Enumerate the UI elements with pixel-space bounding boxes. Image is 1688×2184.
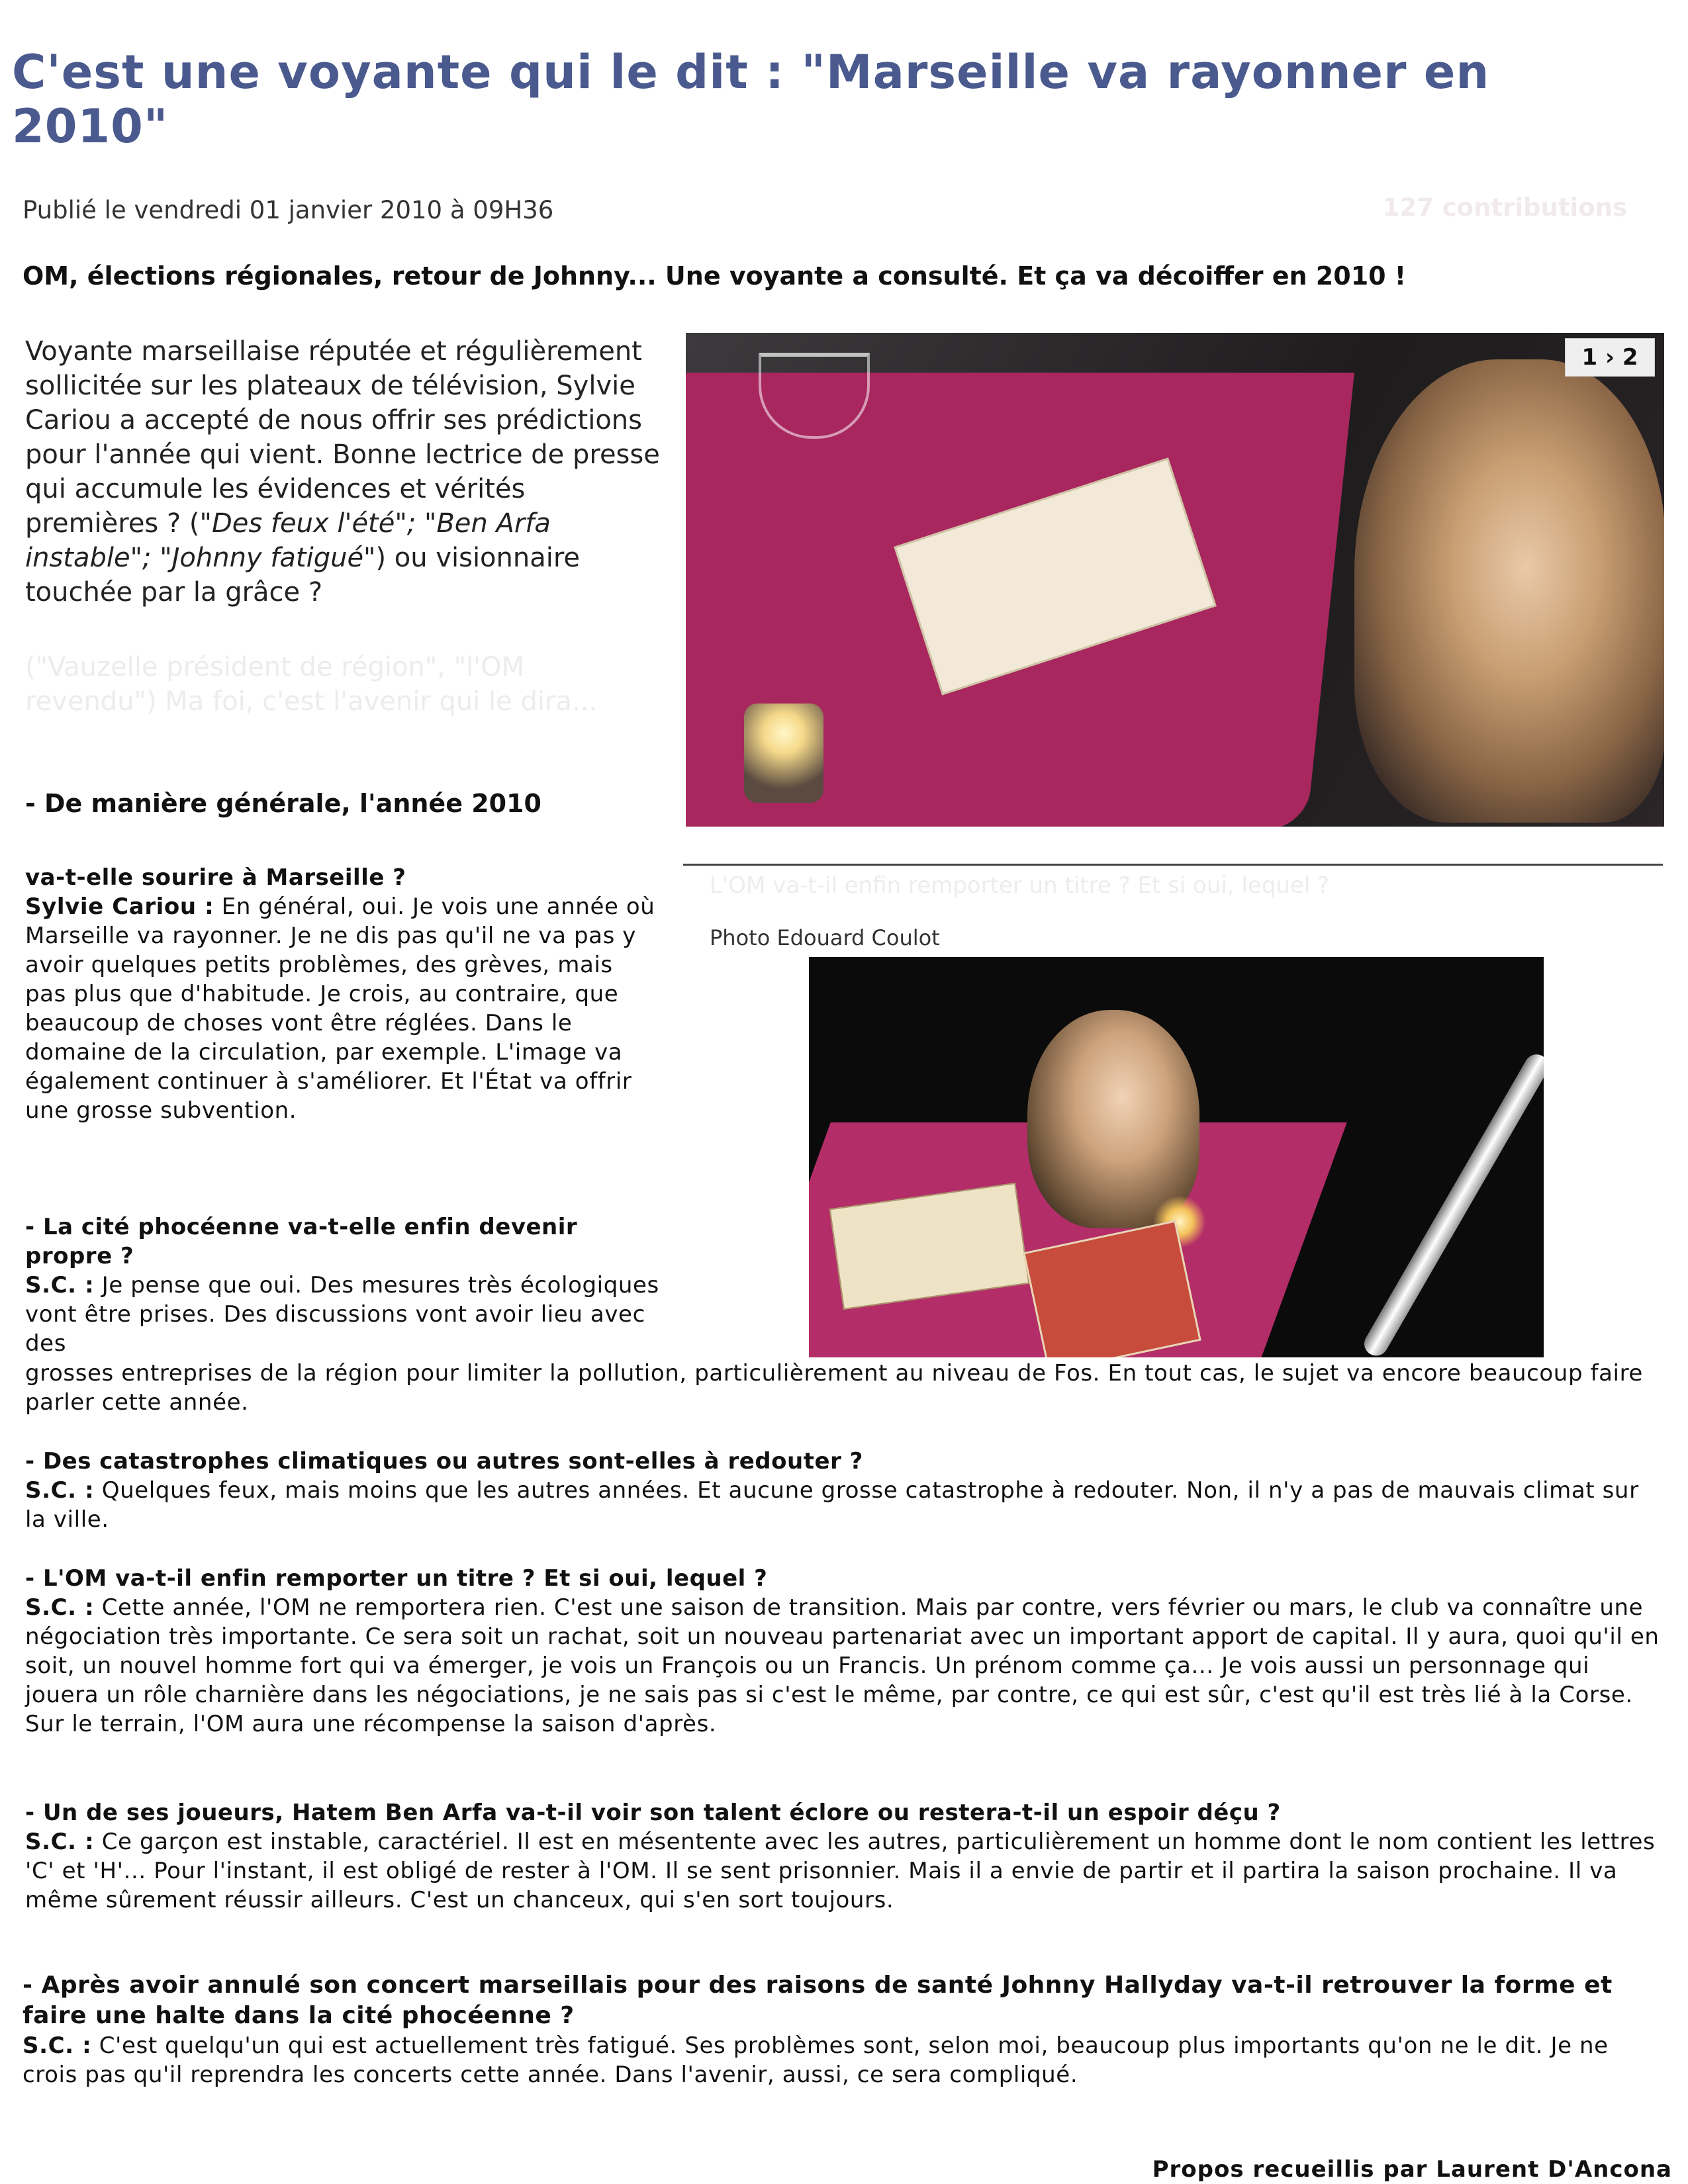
qa-block-5 [25,1798,1660,1915]
question-2: - La cité phocéenne va-t-elle enfin devenir propre ? [25,1214,578,1269]
answer-5 [25,1827,1660,1915]
publish-date: Publié le vendredi 01 janvier 2010 à 09H36 [23,196,554,224]
question-1-part1: - De manière générale, l'année 2010 [25,789,541,818]
question-4: - L'OM va-t-il enfin remporter un titre ? Et si oui, lequel ? [25,1565,768,1592]
question-1-part2: va-t-elle sourire à Marseille ? [25,864,406,891]
candle [744,704,823,803]
intro-paragraph [25,334,661,610]
answer-2-text-a: Je pense que oui. Des mesures très écologiques vont être prises. Des discussions vont avoir lieu avec des [25,1272,659,1357]
photo-seer-tarot[interactable] [686,333,1664,827]
article-lead: OM, élections régionales, retour de Johnny... Une voyante a consulté. Et ça va décoiffer en 2010 ! [23,261,1407,291]
answer-2-b: grosses entreprises de la région pour limiter la pollution, particulièrement au niveau de Fos. En tout cas, le sujet va encore beaucoup faire parler cette année. [25,1360,1643,1416]
qa-block-3 [25,1447,1660,1534]
question-6: - Après avoir annulé son concert marseillais pour des raisons de santé Johnny Hallyday va-t-il retrouver la forme et faire une halte dans la cité phocéenne ? [23,1972,1613,2029]
photo-credit: Photo Edouard Coulot [710,925,940,950]
answer-3-text: Quelques feux, mais moins que les autres années. Et aucune grosse catastrophe à redouter. Non, il n'y a pas de mauvais climat sur la ville. [25,1477,1639,1533]
author-signature: Propos recueillis par Laurent D'Ancona [1152,2156,1672,2183]
answer-4 [25,1593,1660,1739]
seer-portrait [1354,359,1664,823]
photo-caption-faded: L'OM va-t-il enfin remporter un titre ? Et si oui, lequel ? [710,872,1330,899]
intro-quotes: "Des feux l'été"; "Ben Arfa instable"; "Johnny fatigué" [25,508,551,573]
answer-1 [25,892,661,1125]
qa-block-2 [25,1212,661,1358]
caption-divider [683,864,1663,866]
qa-block-4 [25,1564,1660,1739]
answer-6 [23,2031,1658,2089]
article-title: C'est une voyante qui le dit : "Marseille va rayonner en 2010" [12,45,1490,154]
answer-6-text: C'est quelqu'un qui est actuellement très fatigué. Ses problèmes sont, selon moi, beaucoup plus importants qu'on ne le dit. Je ne crois pas qu'il reprendra les concerts cette année. Dans l'avenir, aussi, ce sera compliqué. [23,2032,1609,2088]
question-5: - Un de ses joueurs, Hatem Ben Arfa va-t-il voir son talent éclore ou restera-t-il un espoir déçu ? [25,1799,1281,1826]
photo-seer-candle[interactable] [809,957,1544,1357]
question-3: - Des catastrophes climatiques ou autres sont-elles à redouter ? [25,1448,863,1475]
speaker-label: S.C. : [25,1272,95,1298]
speaker-label: Sylvie Cariou : [25,893,214,920]
speaker-label: S.C. : [25,1829,95,1855]
answer-5-text: Ce garçon est instable, caractériel. Il est en mésentente avec les autres, particulièrement un homme dont le nom contient les lettres 'C' et 'H'... Pour l'instant, il est obligé de rester à l'OM. Il se sent prisonnier. Mais il a envie de partir et il partira la saison prochaine. Il va même sûrement réussir ailleurs. C'est un chanceux, qui s'en sort toujours. [25,1829,1656,1913]
answer-1-text: En général, oui. Je vois une année où Marseille va rayonner. Je ne dis pas qu'il ne va pas y avoir quelques petits problèmes, des grèves, mais pas plus que d'habitude. Je crois, au contraire, que beaucoup de choses vont être réglées. Dans le domaine de la circulation, par exemple. L'image va également continuer à s'améliorer. Et l'État va offrir une grosse subvention. [25,893,655,1124]
intro-faded-text: ("Vauzelle président de région", "l'OM revendu") Ma foi, c'est l'avenir qui le dira... [25,652,598,717]
answer-3 [25,1476,1660,1534]
speaker-label: S.C. : [25,1477,95,1504]
answer-4-text: Cette année, l'OM ne remportera rien. C'est une saison de transition. Mais par contre, vers février ou mars, le club va connaître une négociation très importante. Ce sera soit un rachat, soit un nouveau partenariat avec un important apport de capital. Il y aura, quoi qu'il en soit, un nouvel homme fort qui va émerger, je vois un François ou un Francis. Un prénom comme ça... Je vois aussi un personnage qui jouera un rôle charnière dans les négociations, je ne sais pas si c'est le même, par contre, ce qui est sûr, c'est qu'il est très lié à la Corse. Sur le terrain, l'OM aura une récompense la saison d'après. [25,1594,1660,1737]
contributions-link[interactable]: 127 contributions [1382,193,1627,222]
candlestick [1360,1050,1544,1357]
speaker-label: S.C. : [23,2032,92,2059]
intro-text: Voyante marseillaise réputée et régulièrement sollicitée sur les plateaux de télévision, Sylvie Cariou a accepté de nous offrir ses prédictions pour l'année qui vient. Bonne lectrice de presse qui accumule les évidences et vérités premières ? ( [25,336,660,539]
intro-text-end: ) ou visionnaire touchée par la grâce ? [25,543,581,608]
answer-2-a [25,1271,661,1358]
speaker-label: S.C. : [25,1594,95,1621]
qa-block-1 [25,863,661,1125]
photo-pager[interactable]: 1 › 2 [1565,338,1655,377]
qa-block-6 [23,1970,1658,2089]
